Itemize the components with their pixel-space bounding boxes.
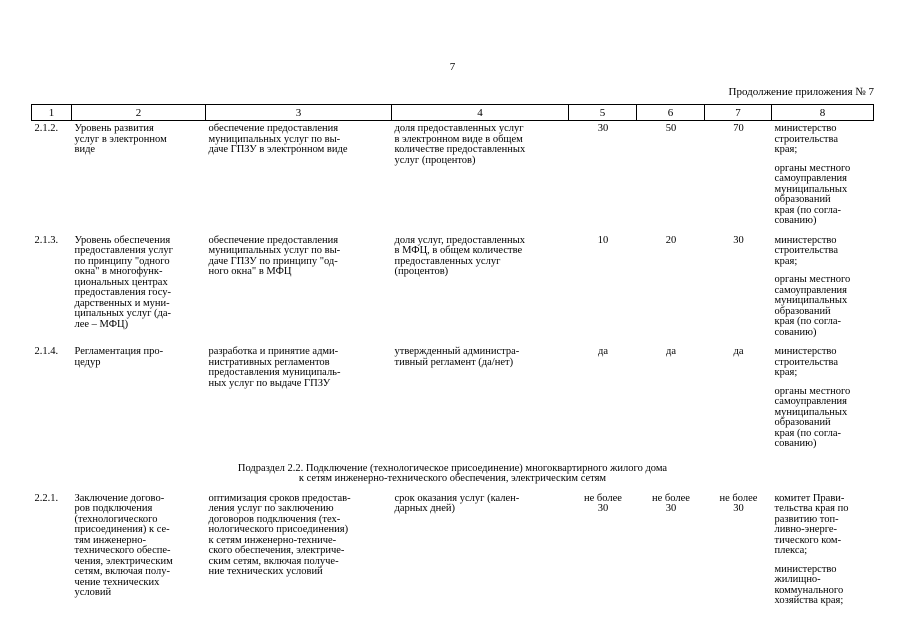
responsible-party: органы местного самоуправления муниципальных образований края (по согла- сованию) xyxy=(774,385,851,449)
responsible-party: министерство строительства края; xyxy=(774,123,839,155)
table-body xyxy=(32,121,874,613)
value-year-2: 20 xyxy=(665,234,677,246)
column-header: 2 xyxy=(72,105,206,121)
indicator-name: Уровень обеспечения предоставления услуг по принципу "одного окна" в многофунк- циональных центрах предоставления госу- дарственных и муни- ципальных услуг (да- лее – МФЦ) xyxy=(74,234,173,330)
row-number: 2.1.3. xyxy=(34,234,59,246)
column-header: 8 xyxy=(772,105,874,121)
indicators-table xyxy=(31,104,874,613)
indicator-name: Заключение догово- ров подключения (технологического присоединения) к се- тям инженерно- технического обеспе- чения, электрическим сетям, включая полу- чение технических условий xyxy=(74,492,173,598)
measure-description: оптимизация сроков предостав- ления услуг по заключению договоров подключения (тех- нологического присоединения) к сетям инженерно-техниче- ского обеспечения, электриче- ским сетям, включая получе- ние технических условий xyxy=(208,492,351,577)
row-number: 2.1.2. xyxy=(34,123,59,134)
row-number: 2.2.1. xyxy=(34,492,59,504)
table-row xyxy=(32,344,874,456)
metric-description: доля услуг, предоставленных в МФЦ, в общем количестве предоставленных услуг (процентов) xyxy=(394,234,525,277)
value-year-1: да xyxy=(597,346,608,357)
row-number: 2.1.4. xyxy=(34,346,59,357)
value-year-3: 30 xyxy=(733,234,744,246)
responsible-party: министерство строительства края; xyxy=(774,346,839,378)
responsible-parties xyxy=(772,491,874,613)
page-number: 7 xyxy=(449,61,456,73)
responsible-parties xyxy=(772,233,874,345)
measure-description: обеспечение предоставления муниципальных услуг по вы- даче ГПЗУ по принципу "од- ного окна" в МФЦ xyxy=(208,234,341,277)
responsible-party: министерство строительства края; xyxy=(774,234,839,267)
indicator-name: Регламентация про- цедур xyxy=(74,346,164,368)
value-year-3: да xyxy=(733,346,744,357)
column-header: 4 xyxy=(392,105,569,121)
column-header: 5 xyxy=(569,105,637,121)
value-year-1: не более 30 xyxy=(584,492,622,514)
value-year-2: 50 xyxy=(665,123,677,134)
responsible-parties xyxy=(772,344,874,456)
measure-description: обеспечение предоставления муниципальных услуг по вы- даче ГПЗУ в электронном виде xyxy=(208,123,348,155)
value-year-3: 70 xyxy=(733,123,744,134)
value-year-1: 10 xyxy=(597,234,609,246)
metric-description: утвержденный администра- тивный регламент (да/нет) xyxy=(394,346,520,368)
responsible-party: органы местного самоуправления муниципальных образований края (по согла- сованию) xyxy=(774,274,851,338)
responsible-party: министерство жилищно- коммунального хозяйства края; xyxy=(774,563,844,606)
responsible-party: органы местного самоуправления муниципальных образований края (по согла- сованию) xyxy=(774,162,851,226)
measure-description: разработка и принятие адми- нистративных регламентов предоставления муниципаль- ных услуг по выдаче ГПЗУ xyxy=(208,346,341,389)
metric-description: срок оказания услуг (кален- дарных дней) xyxy=(394,492,520,514)
column-header: 1 xyxy=(32,105,72,121)
value-year-3: не более 30 xyxy=(719,492,758,514)
column-header: 7 xyxy=(705,105,772,121)
table-row xyxy=(32,121,874,233)
column-header: 6 xyxy=(637,105,705,121)
value-year-2: да xyxy=(665,346,676,357)
value-year-1: 30 xyxy=(597,123,609,134)
responsible-parties xyxy=(772,121,874,233)
subsection-title: Подраздел 2.2. Подключение (технологическое присоединение) многоквартирного жилого дома к сетям инженерно-технического обеспечения, электрическим сетям xyxy=(237,462,668,484)
table-row xyxy=(32,233,874,345)
value-year-2: не более 30 xyxy=(652,492,690,514)
table-row xyxy=(32,491,874,613)
subsection-row xyxy=(32,456,874,491)
column-header: 3 xyxy=(206,105,392,121)
continuation-label: Продолжение приложения № 7 xyxy=(728,86,874,98)
metric-description: доля предоставленных услуг в электронном виде в общем количестве предоставленных услуг (процентов) xyxy=(394,123,526,166)
indicator-name: Уровень развития услуг в электронном виде xyxy=(74,123,167,155)
header-row xyxy=(32,105,874,121)
responsible-party: комитет Прави- тельства края по развитию топ- ливно-энерге- тического ком- плекса; xyxy=(774,492,849,556)
